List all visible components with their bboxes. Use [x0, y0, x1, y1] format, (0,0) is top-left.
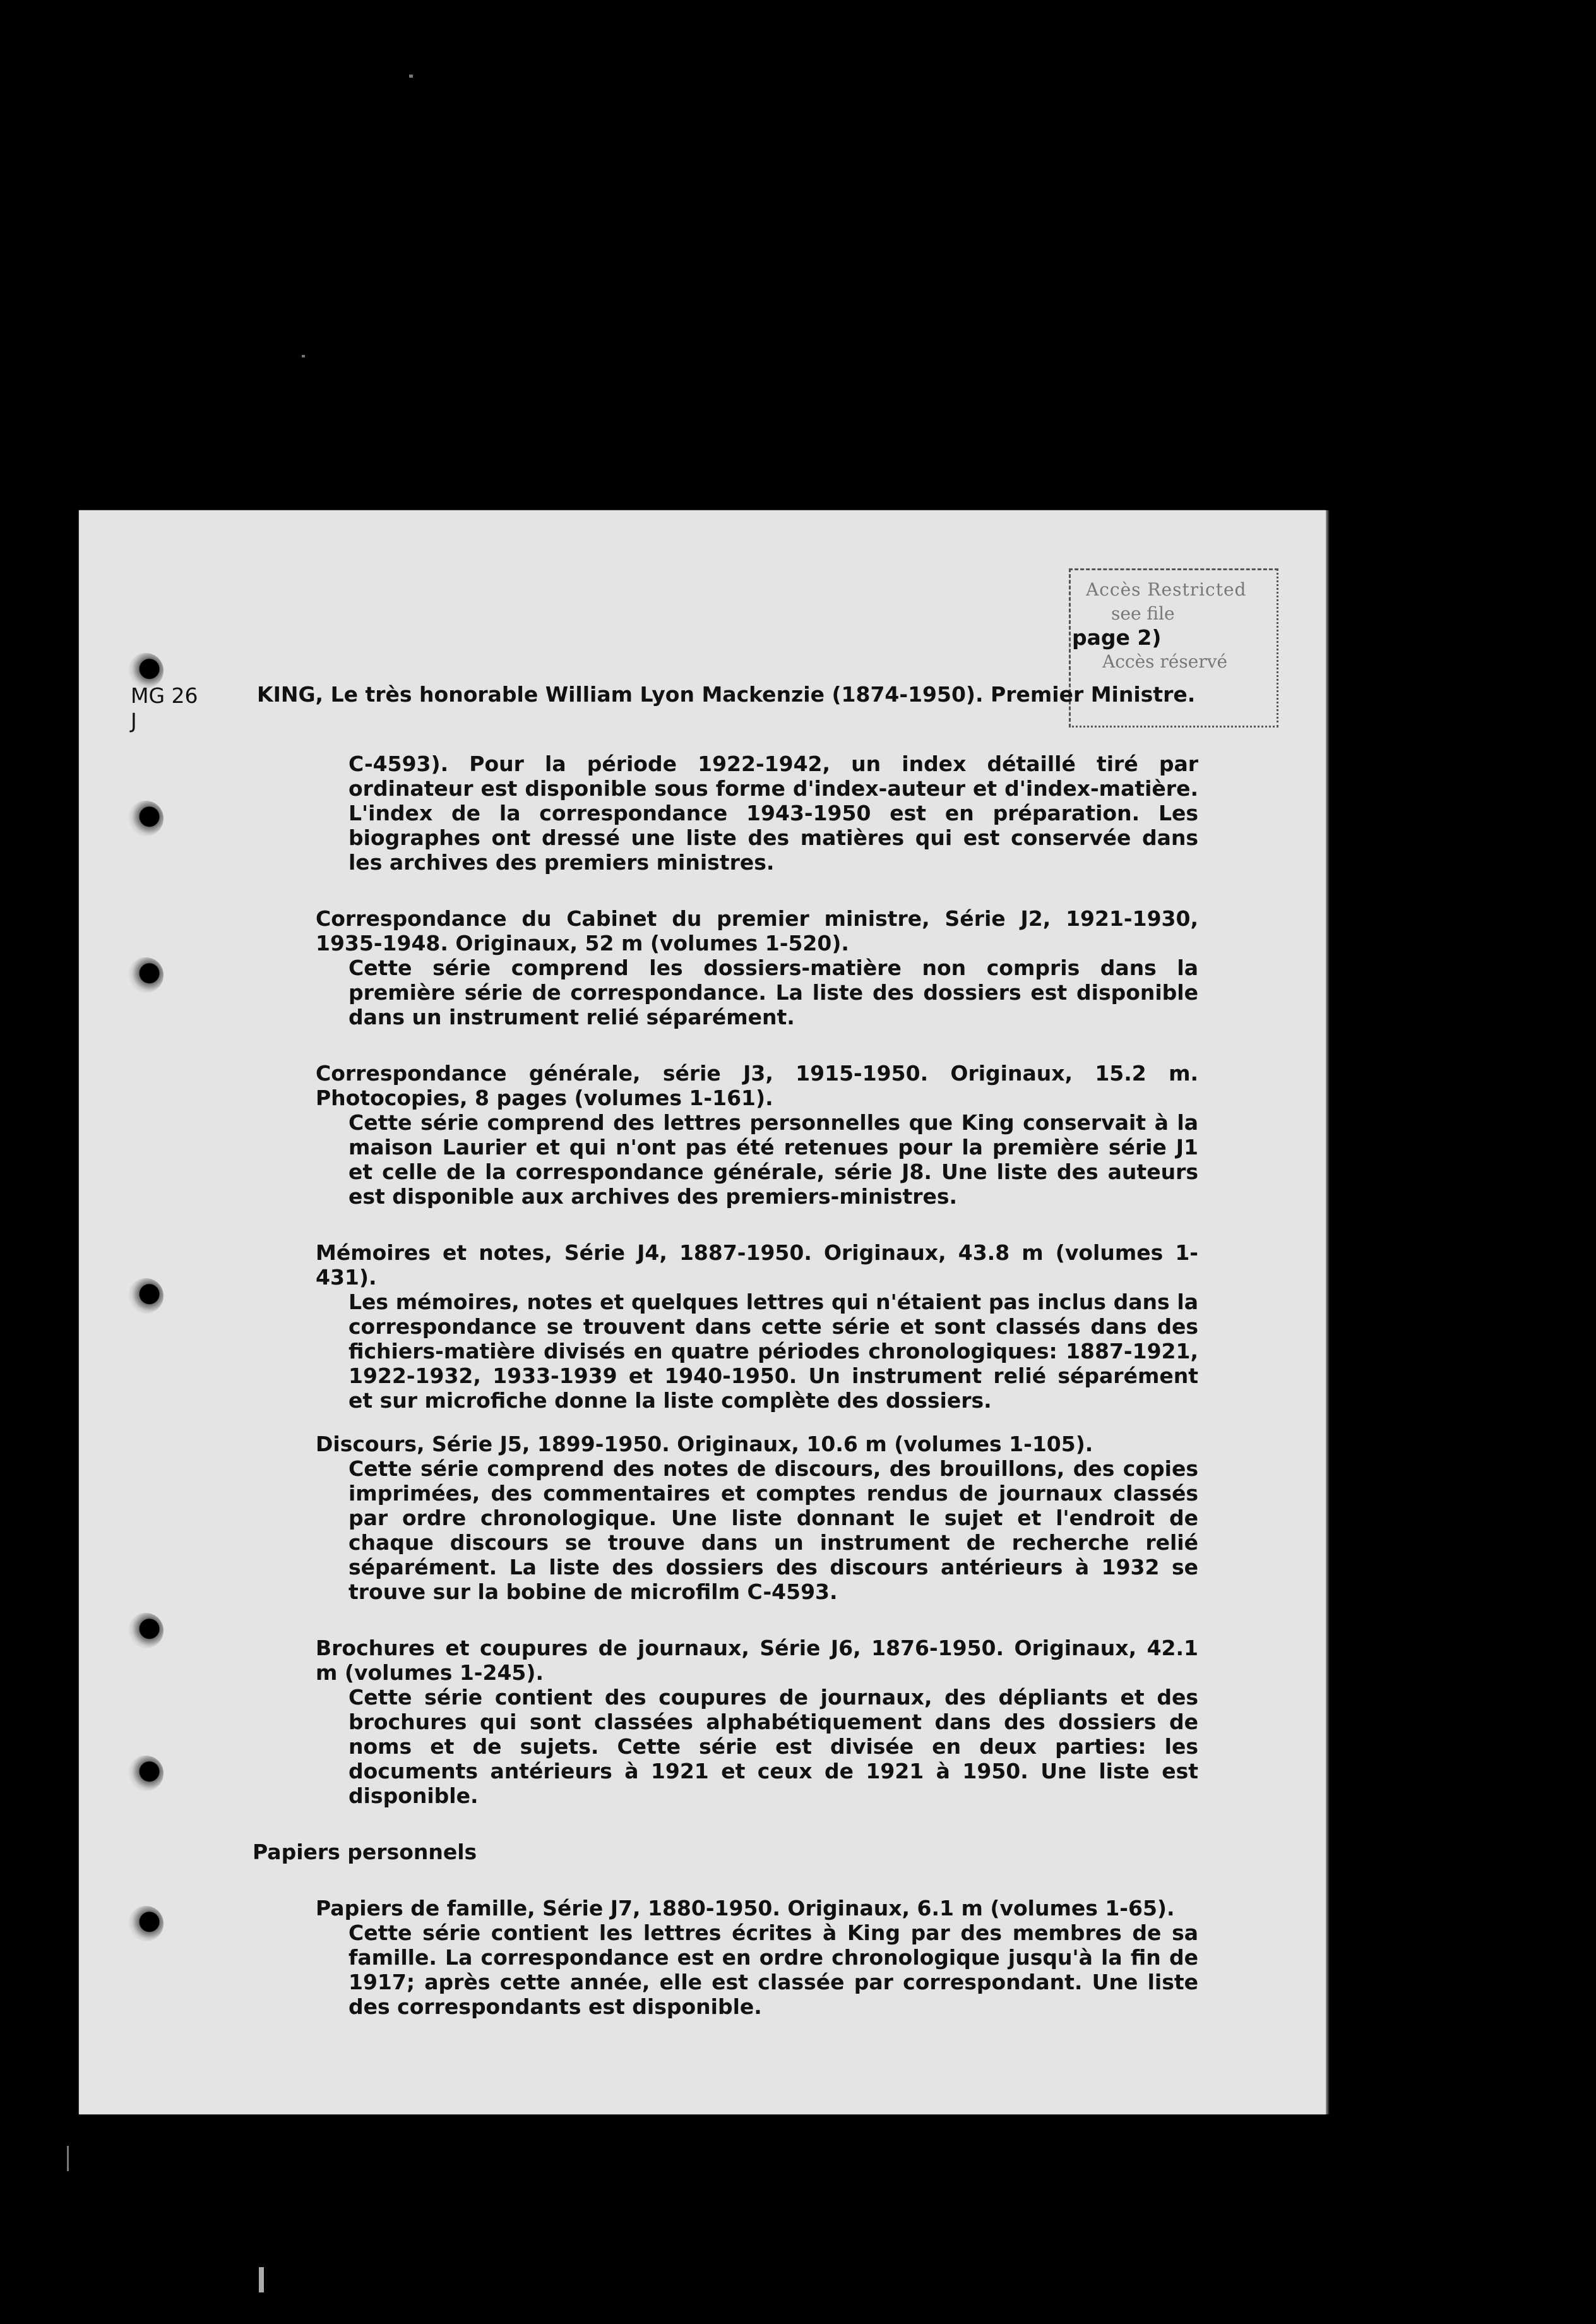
- series-description: Les mémoires, notes et quelques lettres qui n'étaient pas inclus dans la correspondance se trouvent dans cette série et sont classés dans des fichiers-matière divisés en quatre périodes chronologiques: 1887-1921, 1922-1932, 1933-1939 et 1940-1950. Un instrument relié séparément et sur microfiche donne la liste complète des dossiers.: [348, 1290, 1198, 1413]
- fonds-reference: MG 26 J: [131, 683, 198, 733]
- scan-speck: [67, 2146, 69, 2171]
- series-description: Cette série comprend des notes de discours, des brouillons, des copies imprimées, des commentaires et comptes rendus de journaux classés par ordre chronologique. Une liste donnant le sujet et l'endroit de chaque discours se trouve dans un instrument de recherche relié séparément. La liste des dossiers des discours antérieurs à 1932 se trouve sur la bobine de microfilm C-4593.: [348, 1456, 1198, 1604]
- scan-speck: [302, 355, 305, 357]
- stamp-line-2: see file: [1111, 603, 1175, 624]
- binder-hole: [128, 1906, 164, 1941]
- series-entry-j4: [316, 1240, 1198, 1413]
- series-description: Cette série comprend les dossiers-matière non compris dans la première série de correspondance. La liste des dossiers est disponible dans un instrument relié séparément.: [348, 955, 1198, 1029]
- fonds-title: KING, Le très honorable William Lyon Mackenzie (1874-1950). Premier Ministre.: [257, 682, 1196, 707]
- binder-hole: [128, 1756, 164, 1791]
- series-description: Cette série contient les lettres écrites à King par des membres de sa famille. La correspondance est en ordre chronologique jusqu'à la fin de 1917; après cette année, elle est classée par correspondant. Une liste des correspondants est disponible.: [348, 1920, 1198, 2019]
- document-body: [253, 752, 1198, 2019]
- stamp-line-1: Accès Restricted: [1086, 579, 1247, 600]
- scan-speck: [259, 2267, 264, 2292]
- series-heading: Correspondance du Cabinet du premier ministre, Série J2, 1921-1930, 1935-1948. Originaux, 52 m (volumes 1-520).: [316, 906, 1198, 955]
- series-heading: Papiers de famille, Série J7, 1880-1950. Originaux, 6.1 m (volumes 1-65).: [316, 1896, 1175, 1920]
- series-description: Cette série contient des coupures de journaux, des dépliants et des brochures qui sont classées alphabétiquement dans des dossiers de noms et de sujets. Cette série est divisée en deux parties: les documents antérieurs à 1921 et ceux de 1921 à 1950. Une liste est disponible.: [348, 1685, 1198, 1808]
- series-heading: Discours, Série J5, 1899-1950. Originaux, 10.6 m (volumes 1-105).: [316, 1432, 1093, 1456]
- scan-speck: [409, 75, 413, 78]
- series-heading: Correspondance générale, série J3, 1915-1950. Originaux, 15.2 m. Photocopies, 8 pages (volumes 1-161).: [316, 1061, 1198, 1110]
- series-heading: Brochures et coupures de journaux, Série J6, 1876-1950. Originaux, 42.1 m (volumes 1-245).: [316, 1636, 1198, 1685]
- series-entry-j7: [316, 1896, 1198, 2019]
- stamp-line-3: Accès réservé: [1102, 651, 1228, 672]
- binder-hole: [128, 957, 164, 993]
- series-description: Cette série comprend des lettres personnelles que King conservait à la maison Laurier et qui n'ont pas été retenues pour la première série J1 et celle de la correspondance générale, série J8. Une liste des auteurs est disponible aux archives des premiers-ministres.: [348, 1110, 1198, 1209]
- binder-hole: [128, 1613, 164, 1648]
- series-entry-j6: [316, 1636, 1198, 1808]
- binder-hole: [128, 801, 164, 836]
- section-heading-personal-papers: Papiers personnels: [253, 1840, 477, 1864]
- series-entry-j2: [316, 906, 1198, 1029]
- page-number: page 2): [1072, 625, 1162, 650]
- series-entry-j5: [316, 1432, 1198, 1604]
- intro-paragraph: C-4593). Pour la période 1922-1942, un index détaillé tiré par ordinateur est disponible sous forme d'index-auteur et d'index-matière. L'index de la correspondance 1943-1950 est en préparation. Les biographes ont dressé une liste des matières qui est conservée dans les archives des premiers ministres.: [348, 752, 1198, 875]
- series-entry-j3: [316, 1061, 1198, 1209]
- series-heading: Mémoires et notes, Série J4, 1887-1950. Originaux, 43.8 m (volumes 1-431).: [316, 1240, 1198, 1290]
- binder-hole: [128, 1278, 164, 1314]
